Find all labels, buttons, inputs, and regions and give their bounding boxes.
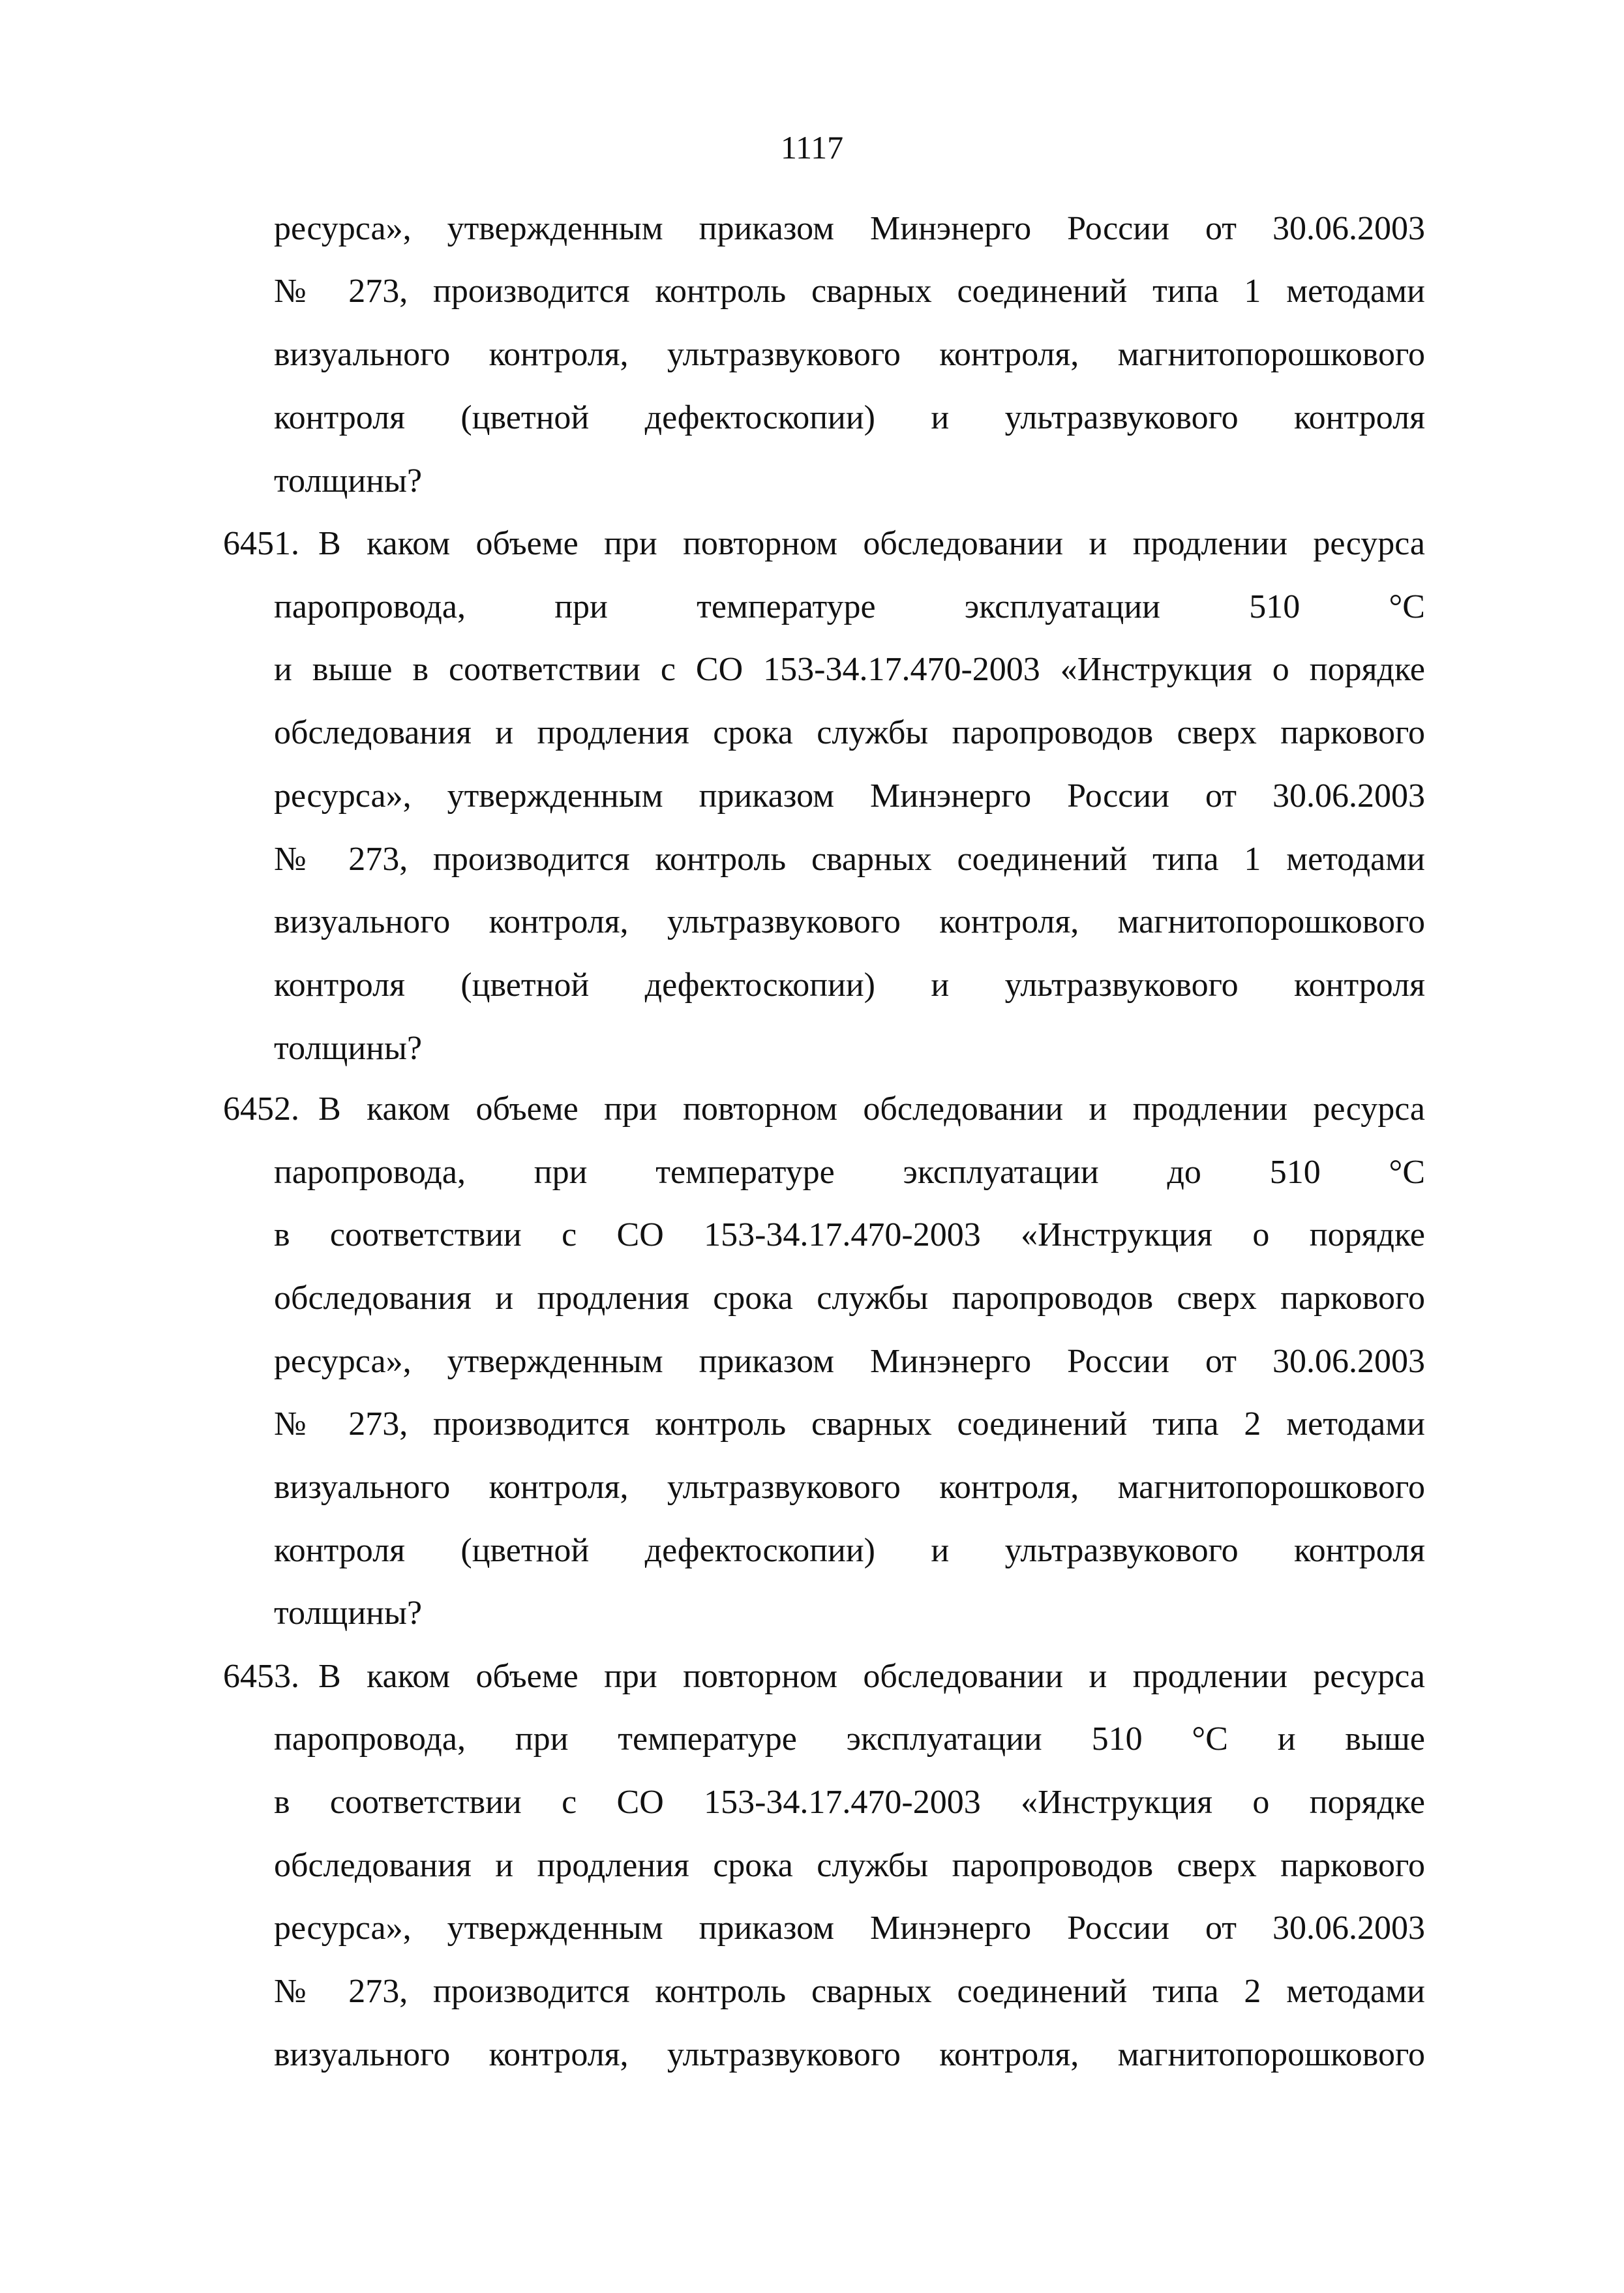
text-line: визуального контроля, ультразвукового контроля, магнитопорошкового [274, 336, 1425, 373]
text-line: паропровода, при температуре эксплуатации до 510 °С [274, 1154, 1425, 1191]
text-line: контроля (цветной дефектоскопии) и ультразвукового контроля [274, 1532, 1425, 1569]
text-line: визуального контроля, ультразвукового контроля, магнитопорошкового [274, 903, 1425, 940]
question-number: 6452. [223, 1090, 299, 1128]
question-first-line: В каком объеме при повторном обследовании и продлении ресурса [318, 1090, 1425, 1128]
text-line: и выше в соответствии с СО 153-34.17.470-2003 «Инструкция о порядке [274, 651, 1425, 688]
text-line: визуального контроля, ультразвукового контроля, магнитопорошкового [274, 2036, 1425, 2073]
text-line: в соответствии с СО 153-34.17.470-2003 «Инструкция о порядке [274, 1216, 1425, 1253]
text-line: ресурса», утвержденным приказом Минэнерго России от 30.06.2003 [274, 777, 1425, 815]
text-line: паропровода, при температуре эксплуатации 510 °С [274, 588, 1425, 625]
page-number: 1117 [780, 129, 844, 166]
question-number: 6451. [223, 525, 299, 562]
question-number: 6453. [223, 1658, 299, 1695]
text-line: в соответствии с СО 153-34.17.470-2003 «Инструкция о порядке [274, 1784, 1425, 1821]
text-line: ресурса», утвержденным приказом Минэнерго России от 30.06.2003 [274, 210, 1425, 247]
text-line: паропровода, при температуре эксплуатации 510 °С и выше [274, 1720, 1425, 1758]
text-line: толщины? [274, 1030, 423, 1067]
text-line: № 273, производится контроль сварных соединений типа 2 методами [274, 1405, 1425, 1443]
text-line: № 273, производится контроль сварных соединений типа 1 методами [274, 273, 1425, 310]
text-line: толщины? [274, 462, 423, 500]
text-line: обследования и продления срока службы паропроводов сверх паркового [274, 714, 1425, 751]
question-first-line: В каком объеме при повторном обследовании и продлении ресурса [318, 525, 1425, 562]
text-line: контроля (цветной дефектоскопии) и ультразвукового контроля [274, 967, 1425, 1004]
text-line: обследования и продления срока службы паропроводов сверх паркового [274, 1280, 1425, 1317]
text-line: контроля (цветной дефектоскопии) и ультразвукового контроля [274, 399, 1425, 436]
question-first-line: В каком объеме при повторном обследовании и продлении ресурса [318, 1658, 1425, 1695]
text-line: обследования и продления срока службы паропроводов сверх паркового [274, 1847, 1425, 1884]
text-line: № 273, производится контроль сварных соединений типа 1 методами [274, 841, 1425, 878]
text-line: № 273, производится контроль сварных соединений типа 2 методами [274, 1973, 1425, 2010]
text-line: ресурса», утвержденным приказом Минэнерго России от 30.06.2003 [274, 1910, 1425, 1947]
text-line: толщины? [274, 1595, 423, 1632]
text-line: визуального контроля, ультразвукового контроля, магнитопорошкового [274, 1469, 1425, 1506]
text-line: ресурса», утвержденным приказом Минэнерго России от 30.06.2003 [274, 1343, 1425, 1380]
